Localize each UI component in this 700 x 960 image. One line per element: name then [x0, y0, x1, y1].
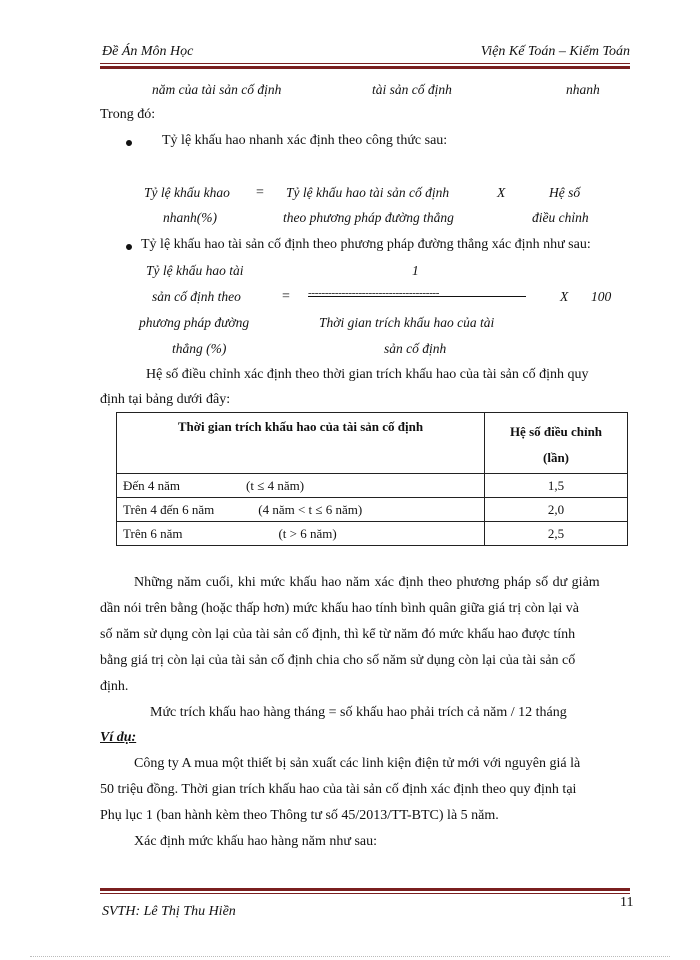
- period-condition: (4 năm < t ≤ 6 năm): [258, 501, 363, 517]
- page-bottom-divider: [30, 956, 670, 957]
- para1-line-3: số năm sử dụng còn lại của tài sản cố định, thì kể từ năm đó mức khấu hao được tính: [100, 627, 576, 642]
- formula2-hundred: 100: [591, 289, 612, 304]
- para1-line-2: dần nói trên bằng (hoặc thấp hơn) mức khấu hao tính bình quân giữa giá trị còn lại và: [100, 601, 580, 616]
- formula2-lhs-3: phương pháp đường: [139, 315, 250, 330]
- table-row: [117, 474, 628, 498]
- table-cell-coef: 2,0: [485, 498, 628, 522]
- intro-text: Trong đó:: [100, 107, 156, 122]
- table-row: [117, 498, 628, 522]
- formula2-eq: =: [282, 289, 290, 304]
- table-header-row: [117, 413, 628, 474]
- formula1-rhs-1: Hệ số: [549, 185, 581, 200]
- table-cell-coef: 1,5: [485, 474, 628, 498]
- period-condition: (t ≤ 4 năm): [246, 477, 305, 493]
- period-label: Trên 4 đến 6 năm: [123, 501, 215, 517]
- formula1-mid-1: Tỷ lệ khấu hao tài sản cố định: [286, 185, 450, 200]
- table-header-coef-line-2: (lần): [543, 450, 569, 465]
- formula2-lhs-1: Tỷ lệ khấu hao tài: [146, 263, 244, 278]
- bullet-dot-2: [126, 244, 132, 250]
- period-condition: (t > 6 năm): [278, 525, 337, 541]
- formula1-mid-2: theo phương pháp đường thẳng: [283, 210, 454, 225]
- formula2-fraction-line: [308, 296, 526, 297]
- table-row: [117, 522, 628, 546]
- formula2-numerator: 1: [412, 263, 419, 278]
- table-header-period: Thời gian trích khấu hao của tài sản cố định: [117, 413, 485, 474]
- bullet-dot-1: [126, 140, 132, 146]
- table-cell-coef: 2,5: [485, 522, 628, 546]
- footer-rule-thick: [100, 888, 630, 891]
- formula2-denom-1: Thời gian trích khấu hao của tài: [319, 315, 495, 330]
- bullet-text-2: Tỷ lệ khấu hao tài sản cố định theo phương pháp đường thẳng xác định như sau:: [141, 237, 591, 252]
- para1-line-4: bằng giá trị còn lại của tài sản cố định chia cho số năm sử dụng còn lại của tài sản cố: [100, 653, 576, 668]
- table-cell-period: [117, 498, 485, 522]
- para1-line-1: Những năm cuối, khi mức khấu hao năm xác định theo phương pháp số dư giảm: [134, 575, 600, 590]
- footer-student: SVTH: Lê Thị Thu Hiền: [102, 904, 236, 919]
- coefficient-table: [116, 412, 628, 546]
- table-header-coef: [485, 413, 628, 474]
- para2-line-3: Phụ lục 1 (ban hành kèm theo Thông tư số 45/2013/TT-BTC) là 5 năm.: [100, 808, 499, 823]
- formula2-lhs-2: sản cố định theo: [152, 289, 241, 304]
- top-line-c: nhanh: [566, 82, 600, 97]
- footer-rule-thin: [100, 893, 630, 894]
- monthly-formula: Mức trích khấu hao hàng tháng = số khấu hao phải trích cả năm / 12 tháng: [150, 705, 567, 720]
- period-label: Đến 4 năm: [123, 477, 181, 493]
- table-cell-period: [117, 474, 485, 498]
- formula2-times: X: [560, 289, 569, 304]
- formula1-eq: =: [256, 185, 264, 200]
- page-number: 11: [620, 895, 634, 910]
- header-rule-thick: [100, 66, 630, 69]
- table-intro-line-2: định tại bảng dưới đây:: [100, 392, 231, 407]
- example-label: Ví dụ:: [100, 730, 137, 745]
- table-header-coef-line-1: Hệ số điều chỉnh: [509, 424, 603, 439]
- formula2-denom-2: sản cố định: [384, 341, 447, 356]
- period-label: Trên 6 năm: [123, 525, 183, 541]
- top-line-a: năm của tài sản cố định: [152, 82, 282, 97]
- formula1-lhs-1: Tỷ lệ khấu khao: [144, 185, 230, 200]
- bullet-text-1: Tỷ lệ khấu hao nhanh xác định theo công thức sau:: [162, 133, 448, 148]
- formula1-times: X: [497, 185, 506, 200]
- formula1-lhs-2: nhanh(%): [163, 210, 217, 225]
- para2-line-1: Công ty A mua một thiết bị sản xuất các linh kiện điện tử mới với nguyên giá là: [134, 756, 581, 771]
- table-cell-period: [117, 522, 485, 546]
- para1-line-5: định.: [100, 679, 129, 694]
- para2-line-2: 50 triệu đồng. Thời gian trích khấu hao của tài sản cố định xác định theo quy định tại: [100, 782, 577, 797]
- header-title-right: Viện Kế Toán – Kiểm Toán: [480, 44, 630, 59]
- formula2-lhs-4: thẳng (%): [172, 341, 227, 356]
- formula2-dashes: ---------------------------------------: [308, 287, 440, 299]
- para3-text: Xác định mức khấu hao hàng năm như sau:: [134, 834, 378, 849]
- header-rule-thin: [100, 63, 630, 64]
- table-intro-line-1: Hệ số điều chỉnh xác định theo thời gian trích khấu hao của tài sản cố định quy: [146, 367, 589, 382]
- formula1-rhs-2: điều chỉnh: [532, 210, 589, 225]
- header-title-left: Đề Án Môn Học: [102, 44, 194, 59]
- top-line-b: tài sản cố định: [372, 82, 452, 97]
